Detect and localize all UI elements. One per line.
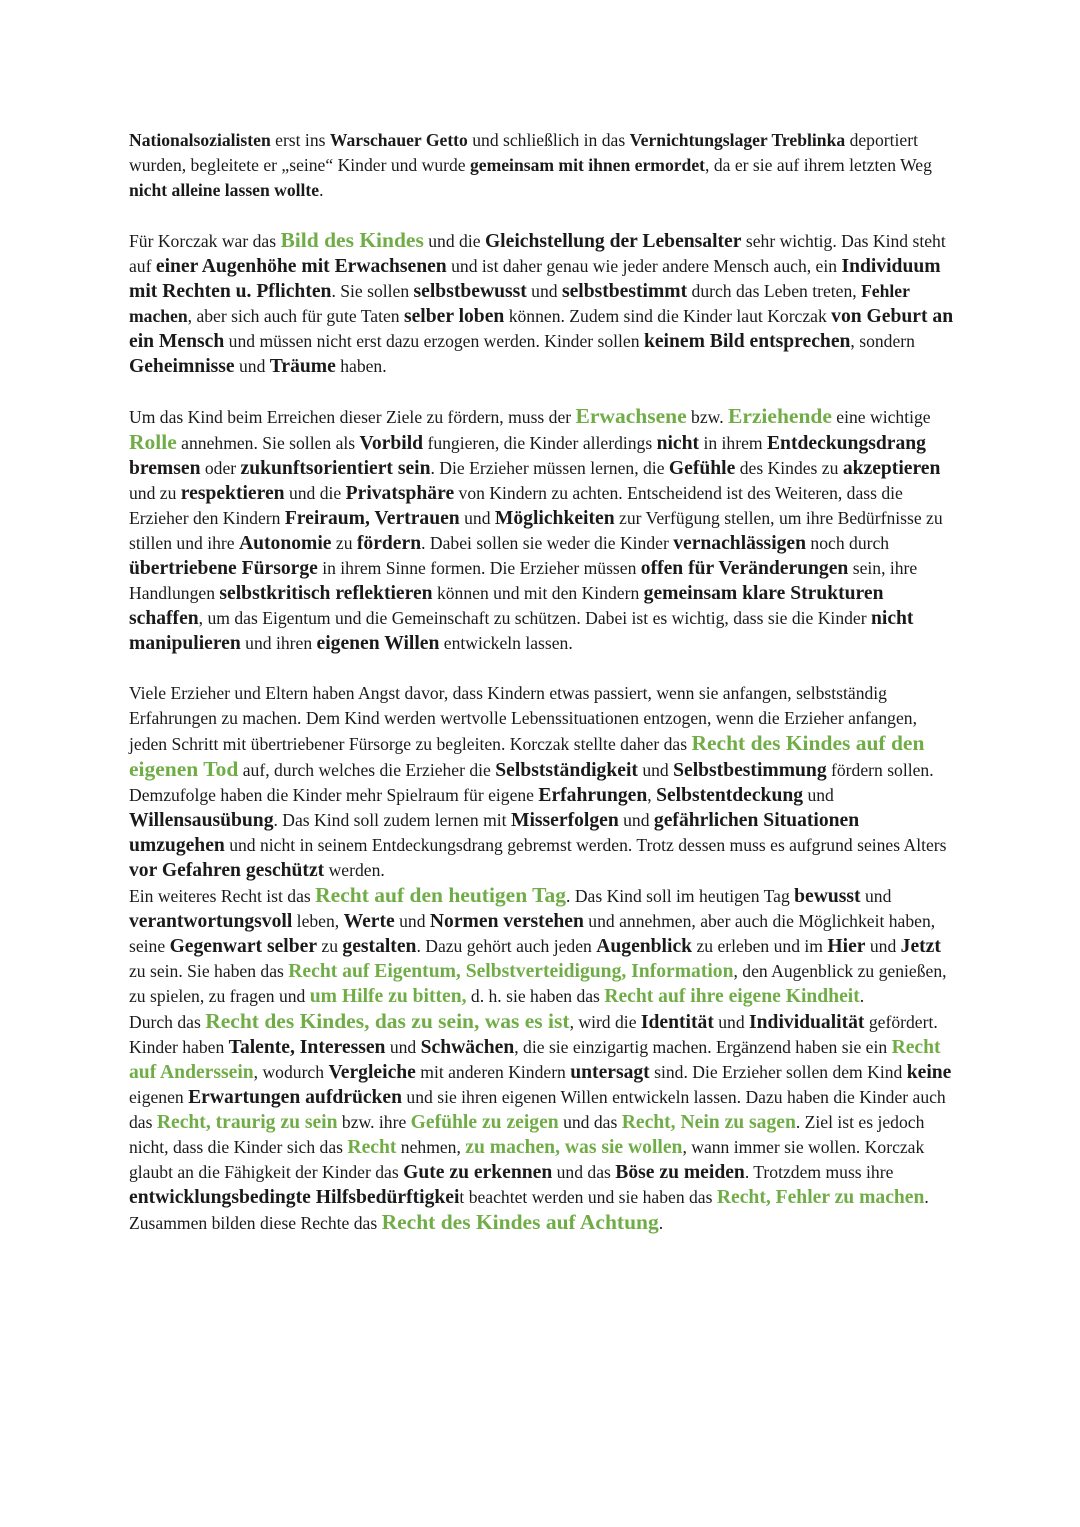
text-run: und bbox=[526, 281, 562, 301]
text-run: zu bbox=[317, 936, 343, 956]
bold-term: gestalten bbox=[342, 936, 417, 957]
highlight-term: Recht des Kindes auf den eigenen Tod bbox=[129, 731, 925, 781]
text-run: durch das Leben treten, bbox=[687, 281, 862, 301]
text-run: . Das Kind soll zudem lernen mit bbox=[273, 810, 511, 830]
bold-term: eigenen Willen bbox=[316, 633, 440, 654]
bold-term: Willensausübung bbox=[129, 810, 274, 831]
text-run: in ihrem bbox=[699, 433, 767, 453]
text-run: Viele Erzieher und Eltern haben Angst davor, dass Kindern etwas passiert, wenn sie anfangen, selbstständig Erfahrungen zu machen. Dem Kind werden wertvolle Lebenssituationen entzogen, wenn die Erzieher anfangen, jeden Schritt mit übertriebener Fürsorge zu begleiten. Korczak stellte daher das bbox=[129, 683, 917, 754]
text-run: sein, ihre Handlungen bbox=[129, 558, 918, 603]
bold-term: fördern bbox=[356, 533, 422, 554]
highlight-term: Recht auf Anderssein bbox=[129, 1037, 941, 1083]
bold-term: Fehler machen bbox=[129, 281, 910, 326]
bold-term: offen für Veränderungen bbox=[640, 558, 849, 579]
text-run: zu sein. Sie haben das bbox=[129, 961, 289, 981]
text-run: . bbox=[319, 180, 324, 200]
paragraph-rolle-der-erzieher bbox=[129, 404, 959, 656]
text-run: , wann immer sie wollen. Korczak glaubt an die Fähigkeit der Kinder das bbox=[129, 1137, 925, 1182]
bold-term: Normen verstehen bbox=[429, 911, 584, 932]
bold-term: Selbstbestimmung bbox=[673, 760, 827, 781]
text-run: zu bbox=[331, 533, 357, 553]
document-page bbox=[129, 128, 959, 1236]
text-run: Durch das bbox=[129, 1012, 206, 1032]
bold-term: selbstbewusst bbox=[413, 281, 527, 302]
paragraph-bild-des-kindes bbox=[129, 228, 959, 379]
bold-term: Identität bbox=[640, 1012, 714, 1033]
bold-term: Gegenwart selber bbox=[169, 936, 318, 957]
text-run: des Kindes zu bbox=[735, 458, 843, 478]
text-run: , die sie einzigartig machen. Ergänzend haben sie ein bbox=[514, 1037, 892, 1057]
text-run: deportiert wurden, begleitete er „seine“ Kinder und wurde bbox=[129, 130, 918, 175]
bold-term: nicht manipulieren bbox=[129, 608, 914, 654]
text-run: und annehmen, aber auch die Möglichkeit haben, seine bbox=[129, 911, 936, 956]
bold-term: Vernichtungslager Treblinka bbox=[629, 130, 846, 150]
text-run: leben, bbox=[292, 911, 344, 931]
text-run: bzw. ihre bbox=[337, 1112, 411, 1132]
text-run: mit anderen Kindern bbox=[415, 1062, 571, 1082]
bold-term: Vorbild bbox=[359, 433, 424, 454]
text-run: und bbox=[394, 911, 430, 931]
bold-term: Misserfolgen bbox=[510, 810, 619, 831]
text-run: und das bbox=[552, 1162, 616, 1182]
highlight-term: Recht auf ihre eigene Kindheit bbox=[604, 986, 860, 1007]
highlight-term: zu machen, was sie wollen bbox=[465, 1137, 683, 1158]
paragraph-recht-auf-achtung bbox=[129, 1210, 959, 1236]
text-run: fungieren, die Kinder allerdings bbox=[423, 433, 657, 453]
text-run: . Das Kind soll im heutigen Tag bbox=[566, 886, 795, 906]
text-run: und bbox=[637, 760, 674, 780]
text-run: , sondern bbox=[850, 331, 915, 351]
text-run: und nicht in seinem Entdeckungsdrang gebremst werden. Trotz dessen muss es aufgrund seines Alters bbox=[224, 835, 947, 855]
bold-term: gemeinsam klare Strukturen schaffen bbox=[129, 583, 884, 629]
text-run: und ist daher genau wie jeder andere Mensch auch, ein bbox=[446, 256, 842, 276]
text-run: , bbox=[647, 785, 657, 805]
text-run: und die bbox=[284, 483, 346, 503]
text-run: . bbox=[658, 1213, 664, 1233]
text-run: fördern sollen. Demzufolge haben die Kinder mehr Spielraum für eigene bbox=[129, 760, 934, 805]
text-run: und schließlich in das bbox=[467, 130, 630, 150]
bold-term: akzeptieren bbox=[842, 458, 941, 479]
highlight-term: Recht, traurig zu sein bbox=[156, 1112, 338, 1133]
bold-term: Autonomie bbox=[238, 533, 332, 554]
bold-term: Gefühle bbox=[668, 458, 736, 479]
text-run: und bbox=[865, 936, 901, 956]
text-run: und bbox=[234, 356, 270, 376]
text-run: . Ziel ist es jedoch nicht, dass die Kinder sich das bbox=[129, 1112, 925, 1157]
bold-term: Augenblick bbox=[596, 936, 693, 957]
text-run: und bbox=[713, 1012, 750, 1032]
text-run: und bbox=[803, 785, 834, 805]
bold-term: Privatsphäre bbox=[345, 483, 455, 504]
bold-term: Möglichkeiten bbox=[494, 508, 615, 529]
text-run: t beachtet werden und sie haben das bbox=[459, 1187, 717, 1207]
bold-term: Geheimnisse bbox=[129, 356, 235, 377]
bold-term: nicht alleine lassen wollte bbox=[129, 180, 320, 200]
text-run: können und mit den Kindern bbox=[432, 583, 644, 603]
text-run: von Kindern zu achten. Entscheidend ist des Weiteren, dass die Erzieher den Kindern bbox=[129, 483, 903, 528]
text-run: und ihren bbox=[240, 633, 317, 653]
bold-term: Entdeckungsdrang bremsen bbox=[129, 433, 926, 479]
bold-term: Schwächen bbox=[420, 1037, 515, 1058]
text-run: , wodurch bbox=[253, 1062, 329, 1082]
text-run: zu erleben und im bbox=[692, 936, 828, 956]
bold-term: einer Augenhöhe mit Erwachsenen bbox=[155, 256, 447, 277]
highlight-term: Recht des Kindes auf Achtung bbox=[381, 1210, 659, 1234]
text-run: und bbox=[860, 886, 892, 906]
text-run: entwickeln lassen. bbox=[439, 633, 573, 653]
highlight-term: um Hilfe zu bitten, bbox=[309, 986, 467, 1007]
bold-term: keine bbox=[906, 1062, 952, 1083]
text-run: und das bbox=[558, 1112, 622, 1132]
text-run: und zu bbox=[129, 483, 181, 503]
text-run: . bbox=[924, 1187, 929, 1207]
text-run: d. h. sie haben das bbox=[466, 986, 605, 1006]
bold-term: Erwartungen aufdrücken bbox=[188, 1087, 403, 1108]
bold-term: nicht bbox=[656, 433, 700, 454]
bold-term: entwicklungsbedingte Hilfsbedürftigkei bbox=[129, 1187, 460, 1208]
bold-term: Vergleiche bbox=[328, 1062, 416, 1083]
text-run: und bbox=[385, 1037, 421, 1057]
bold-term: Hier bbox=[827, 936, 866, 957]
bold-term: Warschauer Getto bbox=[329, 130, 468, 150]
paragraph-recht-heutiger-tag bbox=[129, 883, 959, 1009]
text-run: und sie ihren eigenen Willen entwickeln lassen. Dazu haben die Kinder auch das bbox=[129, 1087, 946, 1132]
text-run: Zusammen bilden diese Rechte das bbox=[129, 1213, 382, 1233]
text-run: . bbox=[859, 986, 865, 1006]
bold-term: respektieren bbox=[180, 483, 285, 504]
text-run: sehr wichtig. Das Kind steht auf bbox=[129, 231, 946, 276]
bold-term: Böse zu meiden bbox=[615, 1162, 745, 1183]
bold-term: gemeinsam mit ihnen ermordet bbox=[469, 155, 706, 175]
text-run: und müssen nicht erst dazu erzogen werden. Kinder sollen bbox=[224, 331, 644, 351]
text-run: können. Zudem sind die Kinder laut Korczak bbox=[504, 306, 832, 326]
highlight-term: Erwachsene bbox=[575, 404, 687, 428]
text-run: eigenen bbox=[129, 1087, 189, 1107]
bold-term: Gleichstellung der Lebensalter bbox=[484, 231, 742, 252]
bold-term: selbstkritisch reflektieren bbox=[219, 583, 433, 604]
bold-term: selber loben bbox=[403, 306, 505, 327]
bold-term: untersagt bbox=[570, 1062, 650, 1083]
text-run: Ein weiteres Recht ist das bbox=[129, 886, 316, 906]
paragraph-recht-auf-tod bbox=[129, 681, 959, 883]
text-run: annehmen. Sie sollen als bbox=[176, 433, 360, 453]
text-run: in ihrem Sinne formen. Die Erzieher müssen bbox=[317, 558, 641, 578]
highlight-term: Recht auf den heutigen Tag bbox=[315, 883, 567, 907]
text-run: noch durch bbox=[806, 533, 890, 553]
highlight-term: Gefühle zu zeigen bbox=[410, 1112, 559, 1133]
text-run: eine wichtige bbox=[831, 407, 931, 427]
text-run: nehmen, bbox=[396, 1137, 466, 1157]
text-run: . Die Erzieher müssen lernen, die bbox=[430, 458, 669, 478]
text-run: und bbox=[459, 508, 495, 528]
highlight-term: Recht, Nein zu sagen bbox=[621, 1112, 796, 1133]
bold-term: Selbstentdeckung bbox=[656, 785, 804, 806]
text-run: , den Augenblick zu genießen, zu spielen, zu fragen und bbox=[129, 961, 947, 1006]
text-run: oder bbox=[200, 458, 241, 478]
bold-term: verantwortungsvoll bbox=[129, 911, 293, 932]
text-run: . Trotzdem muss ihre bbox=[744, 1162, 894, 1182]
paragraph-deportation bbox=[129, 128, 959, 203]
bold-term: Erfahrungen bbox=[538, 785, 648, 806]
bold-term: Gute zu erkennen bbox=[403, 1162, 553, 1183]
text-run: und die bbox=[423, 231, 485, 251]
bold-term: vernachlässigen bbox=[673, 533, 807, 554]
bold-term: vor Gefahren geschützt bbox=[129, 860, 325, 881]
bold-term: Freiraum, Vertrauen bbox=[284, 508, 460, 529]
bold-term: Talente, Interessen bbox=[228, 1037, 386, 1058]
text-run: sind. Die Erzieher sollen dem Kind bbox=[649, 1062, 907, 1082]
text-run: , wird die bbox=[569, 1012, 641, 1032]
bold-term: zukunftsorientiert sein bbox=[240, 458, 431, 479]
highlight-term: Erziehende bbox=[728, 404, 832, 428]
text-run: gefördert. Kinder haben bbox=[129, 1012, 938, 1057]
text-run: zur Verfügung stellen, um ihre Bedürfnisse zu stillen und ihre bbox=[129, 508, 943, 553]
bold-term: selbstbestimmt bbox=[561, 281, 688, 302]
text-run: und bbox=[618, 810, 654, 830]
text-run: , da er sie auf ihrem letzten Weg bbox=[705, 155, 932, 175]
bold-term: Träume bbox=[269, 356, 336, 377]
text-run: . Dabei sollen sie weder die Kinder bbox=[421, 533, 674, 553]
bold-term: gefährlichen Situationen umzugehen bbox=[129, 810, 860, 856]
text-run: Um das Kind beim Erreichen dieser Ziele zu fördern, muss der bbox=[129, 407, 576, 427]
bold-term: bewusst bbox=[794, 886, 861, 907]
bold-term: übertriebene Fürsorge bbox=[129, 558, 318, 579]
highlight-term: Bild des Kindes bbox=[280, 228, 424, 252]
text-run: Für Korczak war das bbox=[129, 231, 281, 251]
bold-term: keinem Bild entsprechen bbox=[643, 331, 851, 352]
text-run: . Sie sollen bbox=[331, 281, 414, 301]
text-run: auf, durch welches die Erzieher die bbox=[238, 760, 496, 780]
bold-term: Individualität bbox=[749, 1012, 865, 1033]
paragraph-recht-zu-sein bbox=[129, 1009, 959, 1210]
highlight-term: Rolle bbox=[129, 430, 177, 454]
highlight-term: Recht des Kindes, das zu sein, was es ist bbox=[205, 1009, 570, 1033]
highlight-term: Recht, Fehler zu machen bbox=[716, 1187, 925, 1208]
text-run: , um das Eigentum und die Gemeinschaft zu schützen. Dabei ist es wichtig, dass sie die Kinder bbox=[198, 608, 871, 628]
bold-term: Werte bbox=[343, 911, 395, 932]
bold-term: Selbstständigkeit bbox=[495, 760, 638, 781]
bold-term: Jetzt bbox=[900, 936, 941, 957]
bold-term: Individuum mit Rechten u. Pflichten bbox=[129, 256, 941, 302]
text-run: erst ins bbox=[270, 130, 330, 150]
text-run: . Dazu gehört auch jeden bbox=[416, 936, 597, 956]
bold-term: Nationalsozialisten bbox=[129, 130, 271, 150]
bold-term: von Geburt an ein Mensch bbox=[129, 306, 954, 352]
text-run: haben. bbox=[335, 356, 387, 376]
highlight-term: Recht bbox=[347, 1137, 397, 1158]
highlight-term: Recht auf Eigentum, Selbstverteidigung, Information bbox=[288, 961, 734, 982]
text-run: bzw. bbox=[686, 407, 728, 427]
text-run: werden. bbox=[324, 860, 385, 880]
text-run: , aber sich auch für gute Taten bbox=[187, 306, 404, 326]
